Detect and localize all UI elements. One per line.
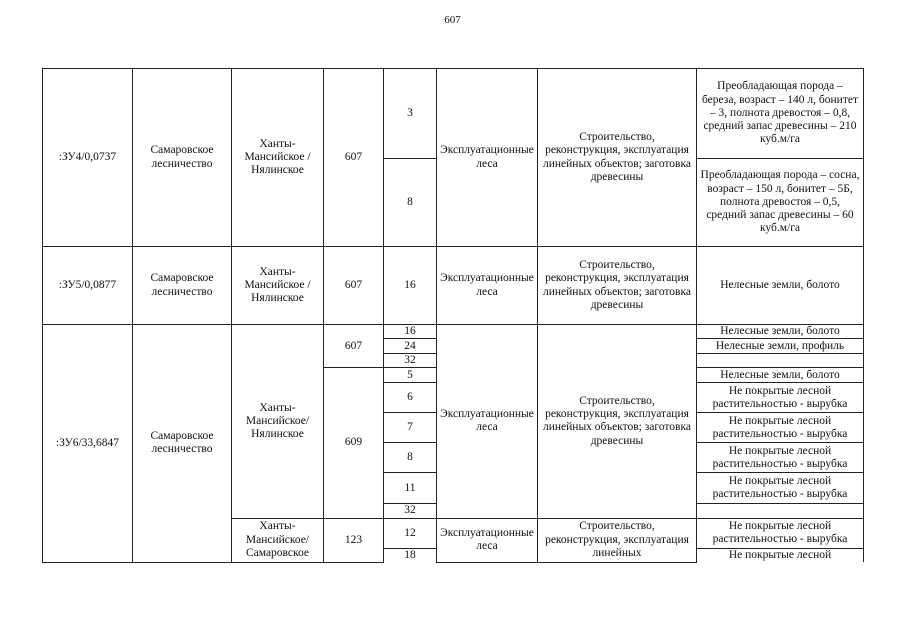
description-cell: Не покрытые лесной растительностью - вырубка [697,473,864,504]
quarter-cell: 123 [324,518,384,562]
parcel-cell: 6 [384,383,437,413]
usage-cell: Строительство, реконструкция, эксплуатация линейных [538,518,697,562]
table-row [43,69,864,159]
land-plots-table [42,68,864,563]
usage-cell: Строительство, реконструкция, эксплуатация линейных объектов; заготовка древесины [538,247,697,325]
category-cell: Эксплуатационные леса [437,325,538,519]
category-cell: Эксплуатационные леса [437,518,538,562]
description-cell: Преобладающая порода – сосна, возраст – 150 л, бонитет – 5Б, полнота древостоя – 0,5, средний запас древесины – 60 куб.м/га [697,159,864,247]
plot-code: :ЗУ6/33,6847 [43,325,133,563]
parcel-cell: 16 [384,247,437,325]
parcel-cell: 18 [384,548,437,562]
description-cell: Нелесные земли, профиль [697,339,864,354]
parcel-cell: 3 [384,69,437,159]
plot-code: :ЗУ5/0,0877 [43,247,133,325]
parcel-cell: 8 [384,159,437,247]
parcel-cell: 16 [384,325,437,339]
description-cell: Не покрытые лесной растительностью - вырубка [697,413,864,443]
parcel-cell: 24 [384,339,437,354]
district-cell: Ханты-Мансийское /Нялинское [232,247,324,325]
forestry-cell: Самаровское лесничество [133,325,232,563]
description-cell: Не покрытые лесной растительностью - вырубка [697,518,864,548]
description-cell: Не покрытые лесной растительностью - вырубка [697,383,864,413]
parcel-cell: 11 [384,473,437,504]
district-cell: Ханты-Мансийское/ Самаровское [232,518,324,562]
district-cell: Ханты-Мансийское /Нялинское [232,69,324,247]
category-cell: Эксплуатационные леса [437,247,538,325]
parcel-cell: 5 [384,368,437,383]
district-cell: Ханты-Мансийское/ Нялинское [232,325,324,519]
category-cell: Эксплуатационные леса [437,69,538,247]
page-number: 607 [444,14,461,26]
forestry-cell: Самаровское лесничество [133,69,232,247]
description-cell: Не покрытые лесной растительностью - вырубка [697,443,864,473]
forestry-cell: Самаровское лесничество [133,247,232,325]
quarter-cell: 609 [324,368,384,518]
table-row [43,325,864,339]
quarter-cell: 607 [324,325,384,368]
parcel-cell: 12 [384,518,437,548]
description-cell: Нелесные земли, болото [697,247,864,325]
quarter-cell: 607 [324,247,384,325]
usage-cell: Строительство, реконструкция, эксплуатация линейных объектов; заготовка древесины [538,325,697,519]
description-cell [697,504,864,518]
plot-code: :ЗУ4/0,0737 [43,69,133,247]
parcel-cell: 7 [384,413,437,443]
usage-cell: Строительство, реконструкция, эксплуатация линейных объектов; заготовка древесины [538,69,697,247]
description-cell: Не покрытые лесной [697,548,864,562]
parcel-cell: 32 [384,354,437,368]
description-cell: Нелесные земли, болото [697,368,864,383]
description-cell: Преобладающая порода – береза, возраст – 140 л, бонитет – 3, полнота древостоя – 0,8, средний запас древесины – 210 куб.м/га [697,69,864,159]
table-row [43,247,864,325]
quarter-cell: 607 [324,69,384,247]
description-cell: Нелесные земли, болото [697,325,864,339]
parcel-cell: 32 [384,504,437,518]
parcel-cell: 8 [384,443,437,473]
description-cell [697,354,864,368]
